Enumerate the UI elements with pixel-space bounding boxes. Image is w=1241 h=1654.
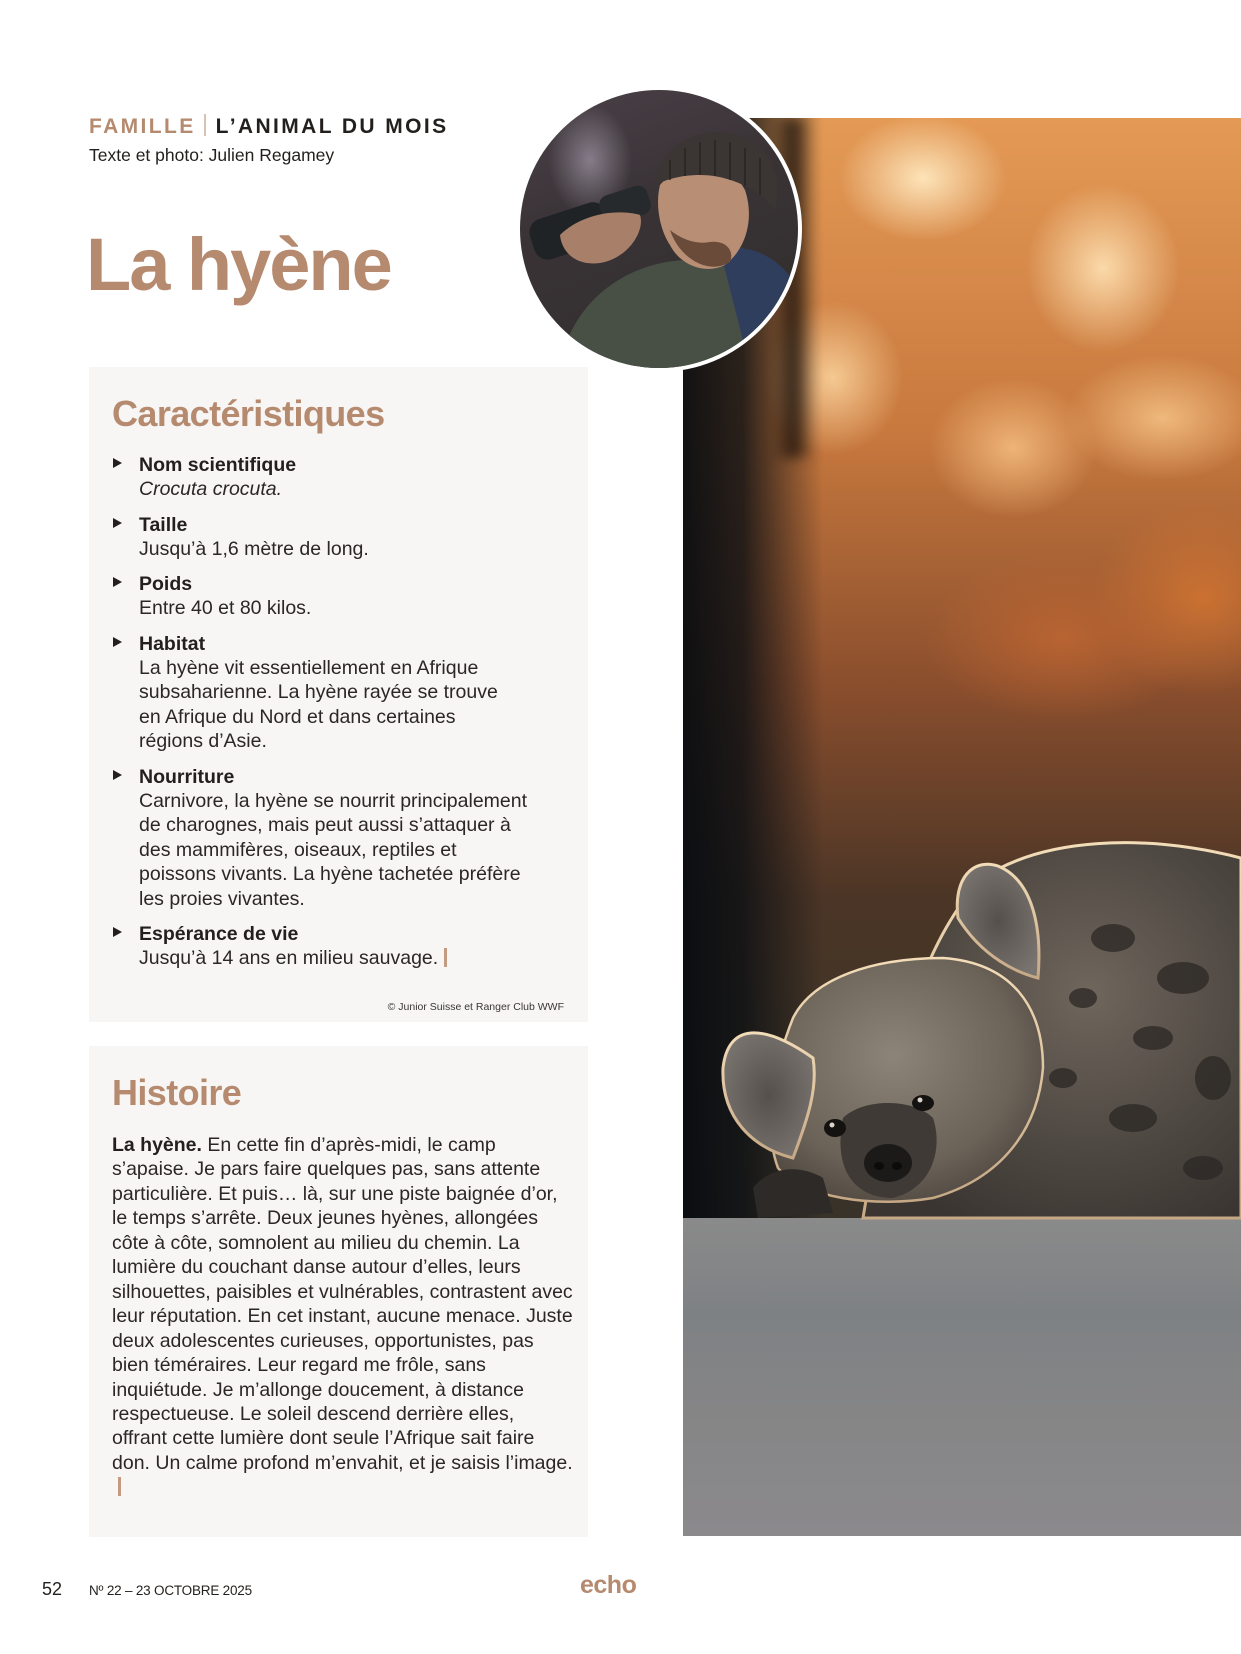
story-body: En cette fin d’après-midi, le camp s’apaise. Je pars faire quelques pas, sans attente particulière. Et puis… là, sur une piste baignée d’or, le temps s’arrête. Deux jeunes hyènes, allongées côte à côte, somnolent au milieu du chemin. La lumière du couchant danse autour d’elles, leurs silhouettes, paisibles et vulnérables, contrastent avec leur réputation. En cet instant, aucune menace. Juste deux adolescentes curieuses, opportunistes, pas bien téméraires. Leur regard me frôle, sans inquiétude. Je m’allonge doucement, à distance respectueuse. Le soleil descend derrière elles, offrant cette lumière dont seule l’Afrique sait faire don. Un calme profond m’envahit, et je saisis l’image. xyxy=(112,1134,573,1474)
fact-label: Taille xyxy=(139,513,188,536)
fact-text: Carnivore, la hyène se nourrit principalement de charognes, mais peut aussi s’attaquer à des mammifères, oiseaux, reptiles et poissons vivants. La hyène tachetée préfère les proies vivantes. xyxy=(139,789,528,910)
photographer-portrait-frame xyxy=(516,86,802,372)
fact-item xyxy=(113,922,573,971)
story-lead: La hyène. xyxy=(112,1134,202,1156)
characteristics-box xyxy=(89,367,588,1022)
fact-text: Jusqu’à 14 ans en milieu sauvage. xyxy=(139,947,439,969)
kicker-divider xyxy=(204,114,206,136)
facts-list xyxy=(113,453,573,982)
fact-label: Espérance de vie xyxy=(139,923,299,945)
fact-item xyxy=(113,513,573,562)
story-box xyxy=(89,1046,588,1537)
fact-item xyxy=(113,453,573,502)
section-kicker xyxy=(89,114,448,139)
triangle-bullet-icon xyxy=(113,770,122,780)
triangle-bullet-icon xyxy=(113,927,122,937)
hyena-eye-right xyxy=(912,1095,934,1111)
fact-label: Nom scientifique xyxy=(139,454,297,476)
fact-label: Nourriture xyxy=(139,765,235,788)
brand-logo: echo xyxy=(580,1571,637,1599)
fact-text: La hyène vit essentiellement en Afrique subsaharienne. La hyène rayée se trouve en Afrique du Nord et dans certaines régions d’Asie. xyxy=(139,656,498,752)
triangle-bullet-icon xyxy=(113,518,122,528)
end-of-article-mark xyxy=(118,1477,121,1496)
issue-date: Nº 22 – 23 OCTOBRE 2025 xyxy=(89,1583,252,1598)
page-number: 52 xyxy=(42,1579,63,1599)
fact-item xyxy=(113,572,573,621)
triangle-bullet-icon xyxy=(113,577,122,587)
triangle-bullet-icon xyxy=(113,637,122,647)
fact-item xyxy=(113,632,573,754)
fact-item xyxy=(113,765,573,912)
end-of-article-mark xyxy=(444,948,447,967)
fact-label: Poids xyxy=(139,573,193,595)
fact-text-wrap xyxy=(139,946,573,971)
hyena-ear-left xyxy=(723,1033,814,1158)
photographer-illustration xyxy=(520,90,798,368)
characteristics-heading: Caractéristiques xyxy=(112,393,385,434)
fact-text: Jusqu’à 1,6 mètre de long. xyxy=(139,537,369,560)
page-title: La hyène xyxy=(86,223,391,306)
story-heading: Histoire xyxy=(112,1072,242,1113)
fact-text: Crocuta crocuta. xyxy=(139,478,283,500)
hyena-eye-left xyxy=(824,1119,846,1137)
section-name: FAMILLE xyxy=(89,115,196,138)
story-text xyxy=(112,1133,574,1500)
fact-label: Habitat xyxy=(139,632,206,655)
photo-credit: © Junior Suisse et Ranger Club WWF xyxy=(387,1001,564,1013)
triangle-bullet-icon xyxy=(113,458,122,468)
byline: Texte et photo: Julien Regamey xyxy=(89,145,335,165)
rubric-name: L’ANIMAL DU MOIS xyxy=(215,115,449,138)
fact-text: Entre 40 et 80 kilos. xyxy=(139,597,312,619)
photographer-portrait xyxy=(520,90,798,368)
hyena-nose xyxy=(864,1144,912,1182)
